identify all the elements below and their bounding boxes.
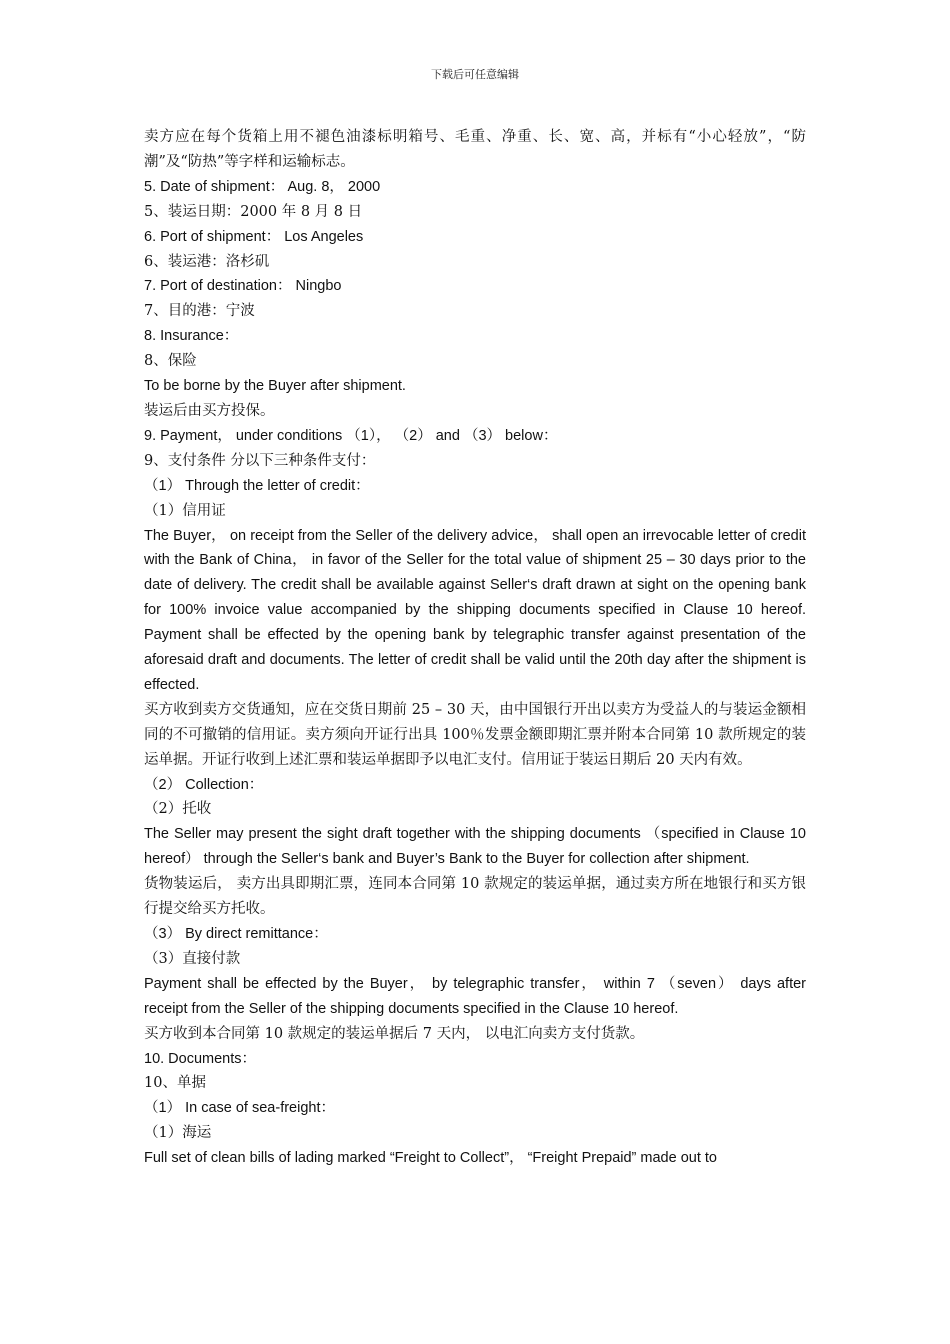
text-line: To be borne by the Buyer after shipment. bbox=[144, 378, 406, 395]
text-line: （1） Through the letter of credit： bbox=[144, 477, 370, 494]
text-line: （3） By direct remittance： bbox=[144, 926, 328, 942]
paragraph: 货物装运后， 卖方出具即期汇票，连同本合同第 10 款规定的装运单据，通过卖方所在地银行和买方银行提交给买方托收。 bbox=[144, 876, 806, 918]
text-line: （2）托收 bbox=[144, 801, 212, 818]
text-line: 8. Insurance： bbox=[144, 328, 239, 345]
text-line: （1）海运 bbox=[144, 1125, 212, 1142]
text-line: 6、装运港：洛杉矶 bbox=[144, 253, 270, 270]
text-line: 9. Payment， under conditions （1）， （2） and （3） below： bbox=[144, 427, 558, 444]
text-line: 装运后由买方投保。 bbox=[144, 402, 275, 419]
text-line: 8、保险 bbox=[144, 353, 197, 370]
text-line: 7. Port of destination： Ningbo bbox=[144, 278, 342, 295]
page-header: 下载后可任意编辑 bbox=[431, 68, 519, 81]
text-line: 5、装运日期：2000 年 8 月 8 日 bbox=[144, 203, 363, 220]
text-line: 7、目的港：宁波 bbox=[144, 303, 255, 320]
paragraph: The Buyer， on receipt from the Seller of the delivery advice， shall open an irrevocable letter of credit with the Bank of China， in favor of the Seller for the total value of shipment 25 – 30 days prior to the date of delivery. The credit shall be available against Seller‘s draft drawn at sight on the opening bank for 100% invoice value accompanied by the shipping documents specified in Clause 10 hereof. Payment shall be effected by the opening bank by telegraphic transfer against presentation of the aforesaid draft and documents. The letter of credit shall be valid until the 20th day after the shipment is effected. bbox=[144, 527, 806, 693]
text-line: 6. Port of shipment： Los Angeles bbox=[144, 228, 364, 245]
text-line: （2） Collection： bbox=[144, 776, 264, 793]
paragraph: 买方收到卖方交货通知，应在交货日期前 25 – 30 天，由中国银行开出以卖方为受益人的与装运金额相同的不可撤销的信用证。卖方须向开证行出具 100％发票金额即期汇票并附本合同第 10 款所规定的装运单据。开证行收到上述汇票和装运单据即予以电汇支付。信用证于装运日期后 20 天内有效。 bbox=[144, 701, 806, 768]
paragraph: 卖方应在每个货箱上用不褪色油漆标明箱号、毛重、净重、长、宽、高，并标有“小心轻放”，“防潮”及“防热”等字样和运输标志。 bbox=[144, 129, 806, 170]
text-line: 10. Documents： bbox=[144, 1050, 257, 1067]
paragraph: Full set of clean bills of lading marked “Freight to Collect”， “Freight Prepaid” made out to bbox=[144, 1150, 717, 1167]
text-line: （1） In case of sea-freight： bbox=[144, 1100, 335, 1117]
text-line: （3）直接付款 bbox=[144, 950, 241, 967]
paragraph: The Seller may present the sight draft together with the shipping documents （specified in Clause 10 hereof） through the Seller‘s bank and Buyer’s Bank to the Buyer for collection after shipment. bbox=[144, 826, 806, 868]
text-line: 10、单据 bbox=[144, 1075, 206, 1092]
paragraph: Payment shall be effected by the Buyer， by telegraphic transfer， within 7 （seven） days after receipt from the Seller of the shipping documents specified in the Clause 10 hereof. bbox=[144, 975, 806, 1017]
document-body bbox=[144, 125, 806, 1171]
text-line: 买方收到本合同第 10 款规定的装运单据后 7 天内， 以电汇向卖方支付货款。 bbox=[144, 1025, 645, 1042]
text-line: 5. Date of shipment： Aug. 8， 2000 bbox=[144, 178, 381, 195]
text-line: 9、支付条件 分以下三种条件支付： bbox=[144, 452, 376, 469]
text-line: （1）信用证 bbox=[144, 502, 226, 519]
